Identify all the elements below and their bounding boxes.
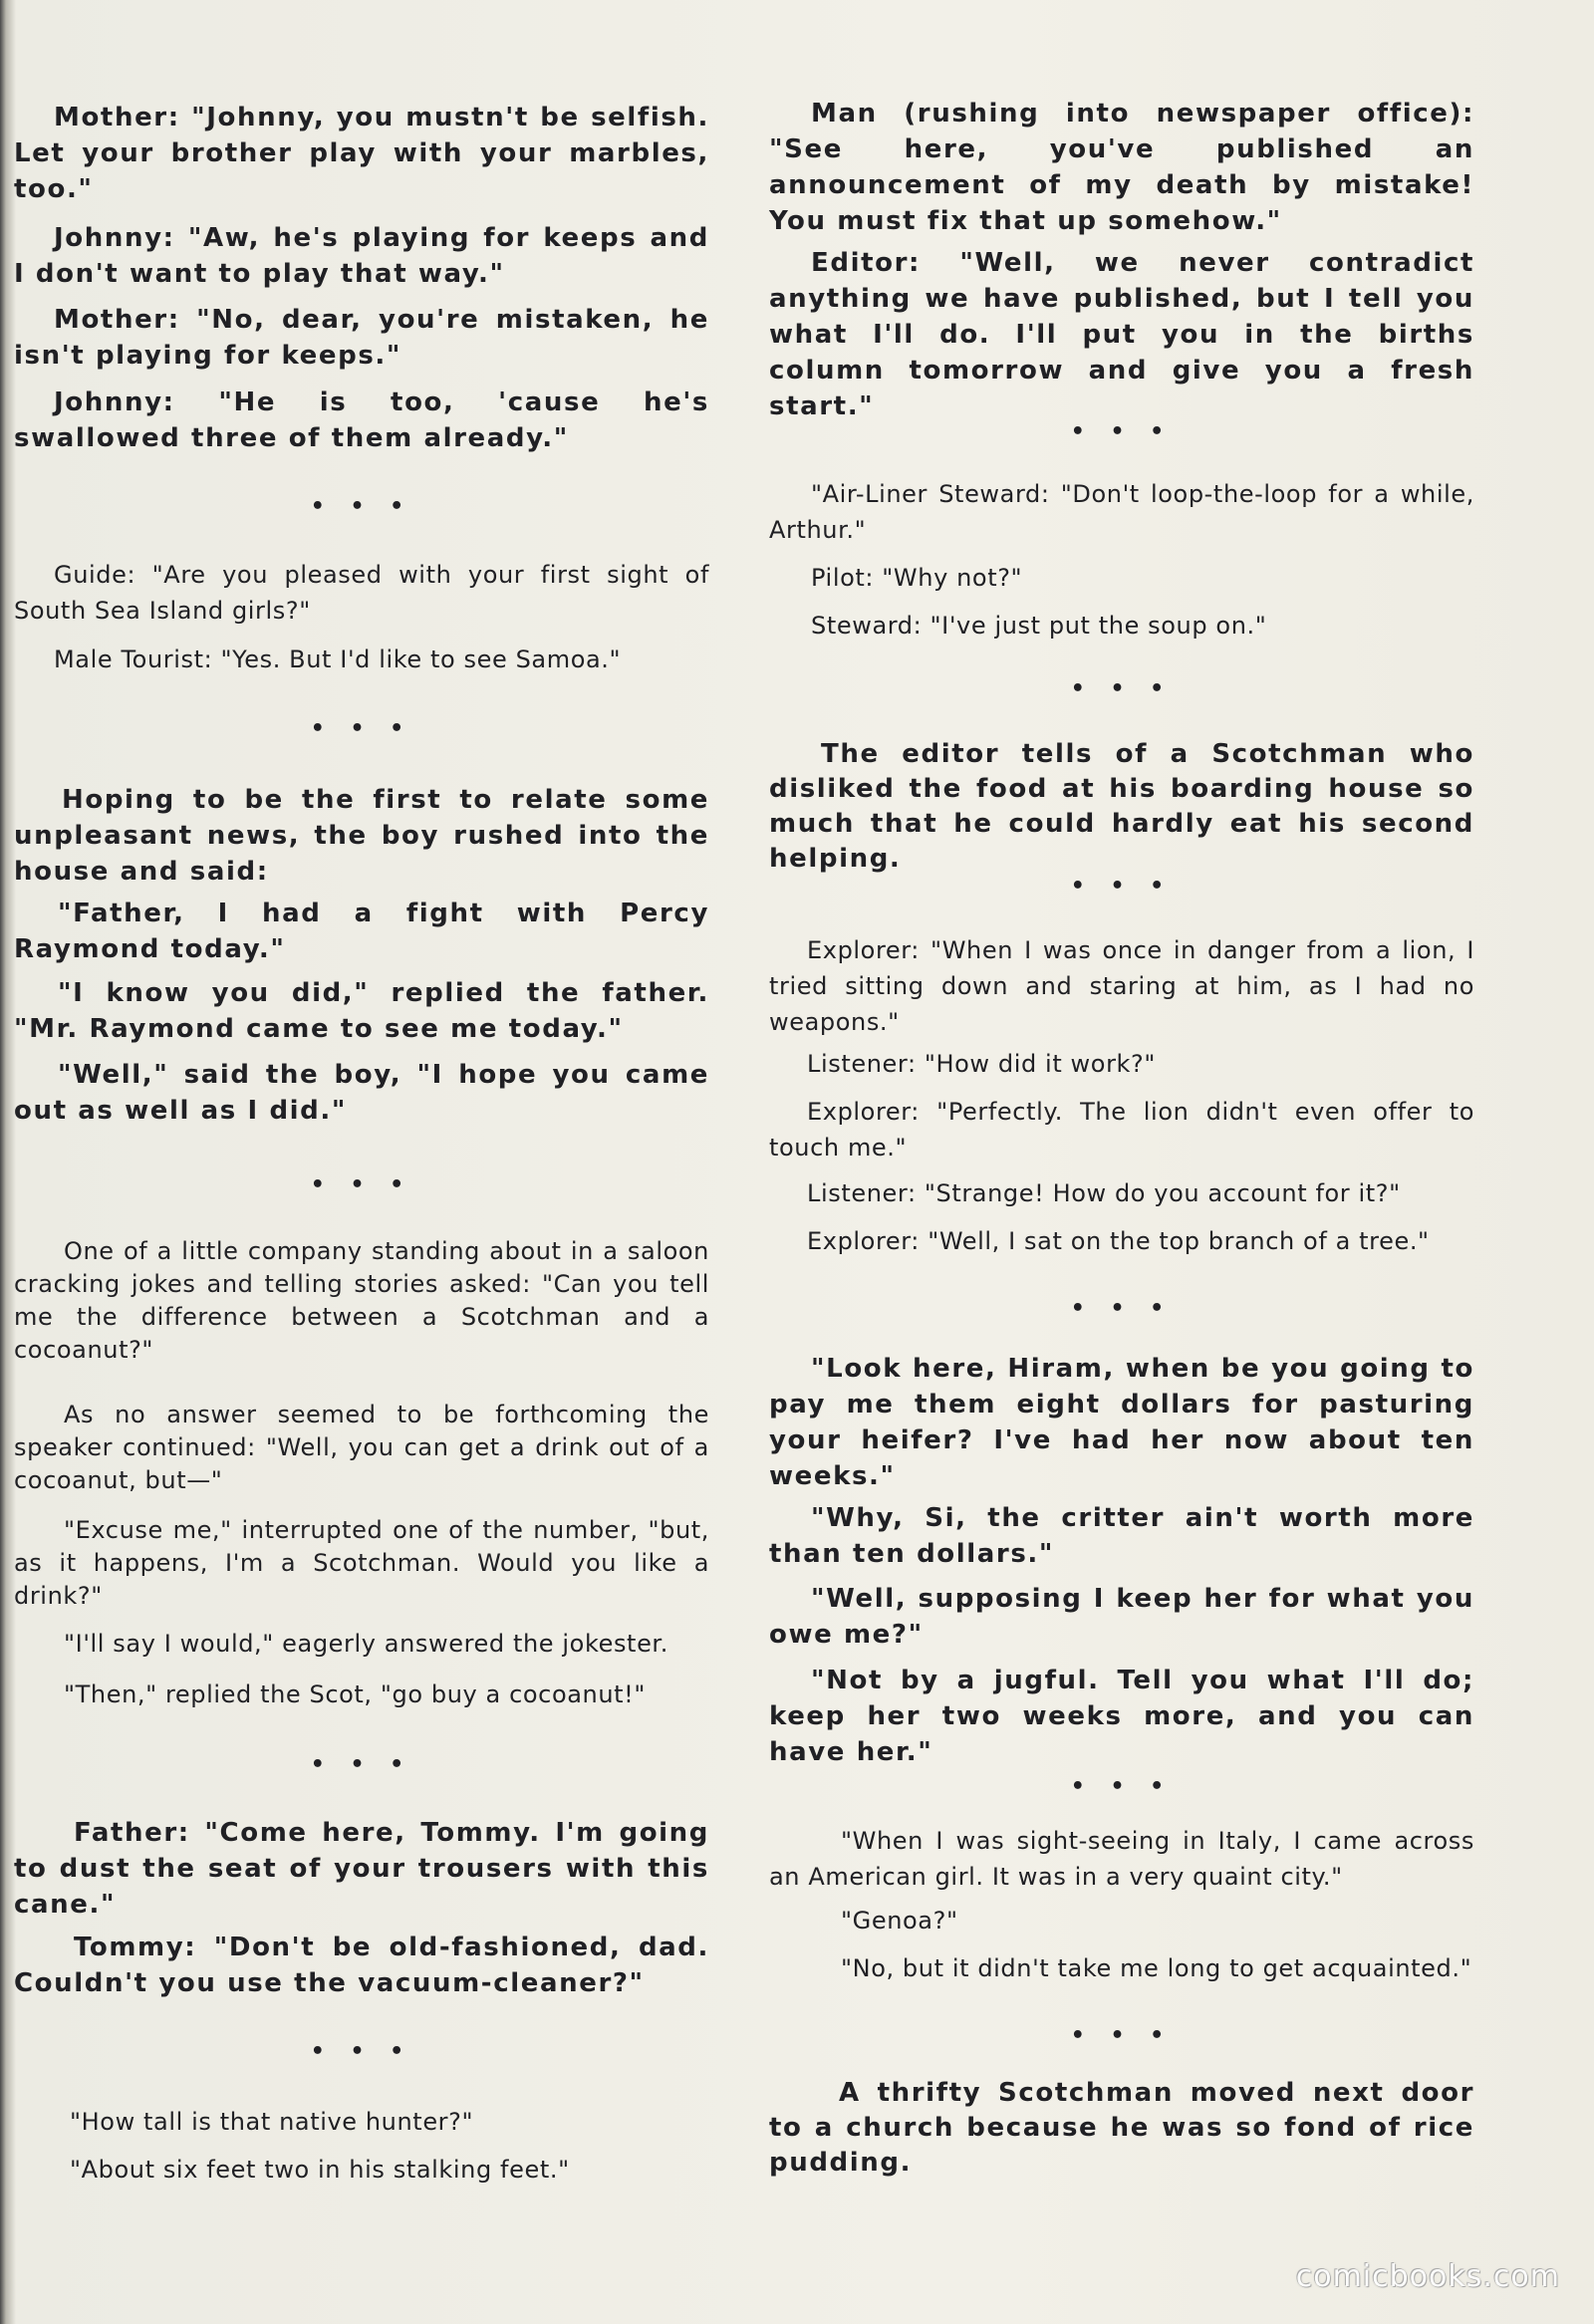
separator: • • • [1070,1296,1174,1321]
joke-samoa-guide: Guide: "Are you pleased with your first sight of South Sea Island girls?" [14,561,709,625]
joke-heifer-2: "Why, Si, the critter ain't worth more than ten dollars." [769,1503,1474,1569]
joke-airliner-steward-1: "Air-Liner Steward: "Don't loop-the-loop for a while, Arthur." [769,480,1474,544]
joke-genoa-1: "When I was sight-seeing in Italy, I came across an American girl. It was in a very quaint city." [769,1827,1474,1891]
separator: • • • [1070,419,1174,444]
joke-airliner-steward-2: Steward: "I've just put the soup on." [811,612,1267,640]
joke-marbles-mother-1: Mother: "Johnny, you mustn't be selfish. Let your brother play with your marbles, too." [14,103,709,204]
joke-genoa-2: "Genoa?" [841,1907,958,1935]
separator: • • • [1070,874,1174,899]
watermark-credit: comicbooks.com [1295,2259,1560,2294]
joke-fight-boy-1: "Father, I had a fight with Percy Raymond today." [14,899,709,964]
joke-lion-listener-1: Listener: "How did it work?" [807,1050,1157,1078]
separator: • • • [1070,2023,1174,2048]
joke-fight-intro: Hoping to be the first to relate some unpleasant news, the boy rushed into the house and said: [14,785,709,887]
joke-genoa-3: "No, but it didn't take me long to get acquainted." [841,1954,1472,1982]
joke-cocoanut-intro: One of a little company standing about in a saloon cracking jokes and telling stories asked: "Can you tell me the difference between a Scotchman and a cocoanut?" [14,1237,709,1364]
joke-cocoanut-jokester: "I'll say I would," eagerly answered the jokester. [64,1630,668,1658]
joke-cocoanut-scot-1: "Excuse me," interrupted one of the number, "but, as it happens, I'm a Scotchman. Would you like a drink?" [14,1516,709,1610]
separator: • • • [1070,1774,1174,1799]
joke-boarding-house: The editor tells of a Scotchman who disliked the food at his boarding house so much that he could hardly eat his second helping. [769,739,1474,874]
joke-lion-listener-2: Listener: "Strange! How do you account for it?" [807,1179,1401,1207]
joke-lion-explorer-2: Explorer: "Perfectly. The lion didn't even offer to touch me." [769,1098,1474,1162]
separator: • • • [310,1172,413,1197]
joke-lion-explorer-1: Explorer: "When I was once in danger from a lion, I tried sitting down and staring at him, as I had no weapons." [769,936,1474,1036]
left-column [14,0,709,2324]
joke-fight-father: "I know you did," replied the father. "Mr. Raymond came to see me today." [14,978,709,1044]
joke-heifer-3: "Well, supposing I keep her for what you owe me?" [769,1584,1474,1650]
joke-hunter-question: "How tall is that native hunter?" [70,2108,474,2136]
joke-newspaper-editor: Editor: "Well, we never contradict anything we have published, but I tell you what I'll do. I'll put you in the births column tomorrow and give you a fresh start." [769,248,1474,421]
separator: • • • [310,494,413,519]
joke-airliner-pilot: Pilot: "Why not?" [811,564,1023,592]
joke-lion-explorer-3: Explorer: "Well, I sat on the top branch of a tree." [807,1227,1430,1255]
joke-cocoanut-speaker: As no answer seemed to be forthcoming the speaker continued: "Well, you can get a drink out of a cocoanut, but—" [14,1401,709,1494]
separator: • • • [310,716,413,741]
joke-heifer-4: "Not by a jugful. Tell you what I'll do; keep her two weeks more, and you can have her." [769,1666,1474,1767]
joke-cocoanut-scot-2: "Then," replied the Scot, "go buy a cocoanut!" [64,1680,647,1708]
joke-vacuum-father: Father: "Come here, Tommy. I'm going to dust the seat of your trousers with this cane." [14,1818,709,1920]
joke-heifer-1: "Look here, Hiram, when be you going to pay me them eight dollars for pasturing your heifer? I've had her now about ten weeks." [769,1354,1474,1491]
joke-hunter-answer: "About six feet two in his stalking feet." [70,2156,570,2184]
joke-fight-boy-2: "Well," said the boy, "I hope you came out as well as I did." [14,1060,709,1126]
joke-marbles-mother-2: Mother: "No, dear, you're mistaken, he isn't playing for keeps." [14,305,709,371]
separator: • • • [310,2039,413,2064]
separator: • • • [310,1752,413,1777]
joke-vacuum-tommy: Tommy: "Don't be old-fashioned, dad. Couldn't you use the vacuum-cleaner?" [14,1933,709,1998]
joke-samoa-tourist: Male Tourist: "Yes. But I'd like to see Samoa." [54,646,622,673]
joke-marbles-johnny-2: Johnny: "He is too, 'cause he's swallowed three of them already." [14,387,709,453]
joke-marbles-johnny-1: Johnny: "Aw, he's playing for keeps and I don't want to play that way." [14,223,709,289]
joke-newspaper-man: Man (rushing into newspaper office): "See here, you've published an announcement of my death by mistake! You must fix that up somehow." [769,99,1474,236]
separator: • • • [1070,676,1174,701]
right-column [769,0,1474,2324]
joke-rice-pudding: A thrifty Scotchman moved next door to a church because he was so fond of rice pudding. [769,2078,1474,2178]
